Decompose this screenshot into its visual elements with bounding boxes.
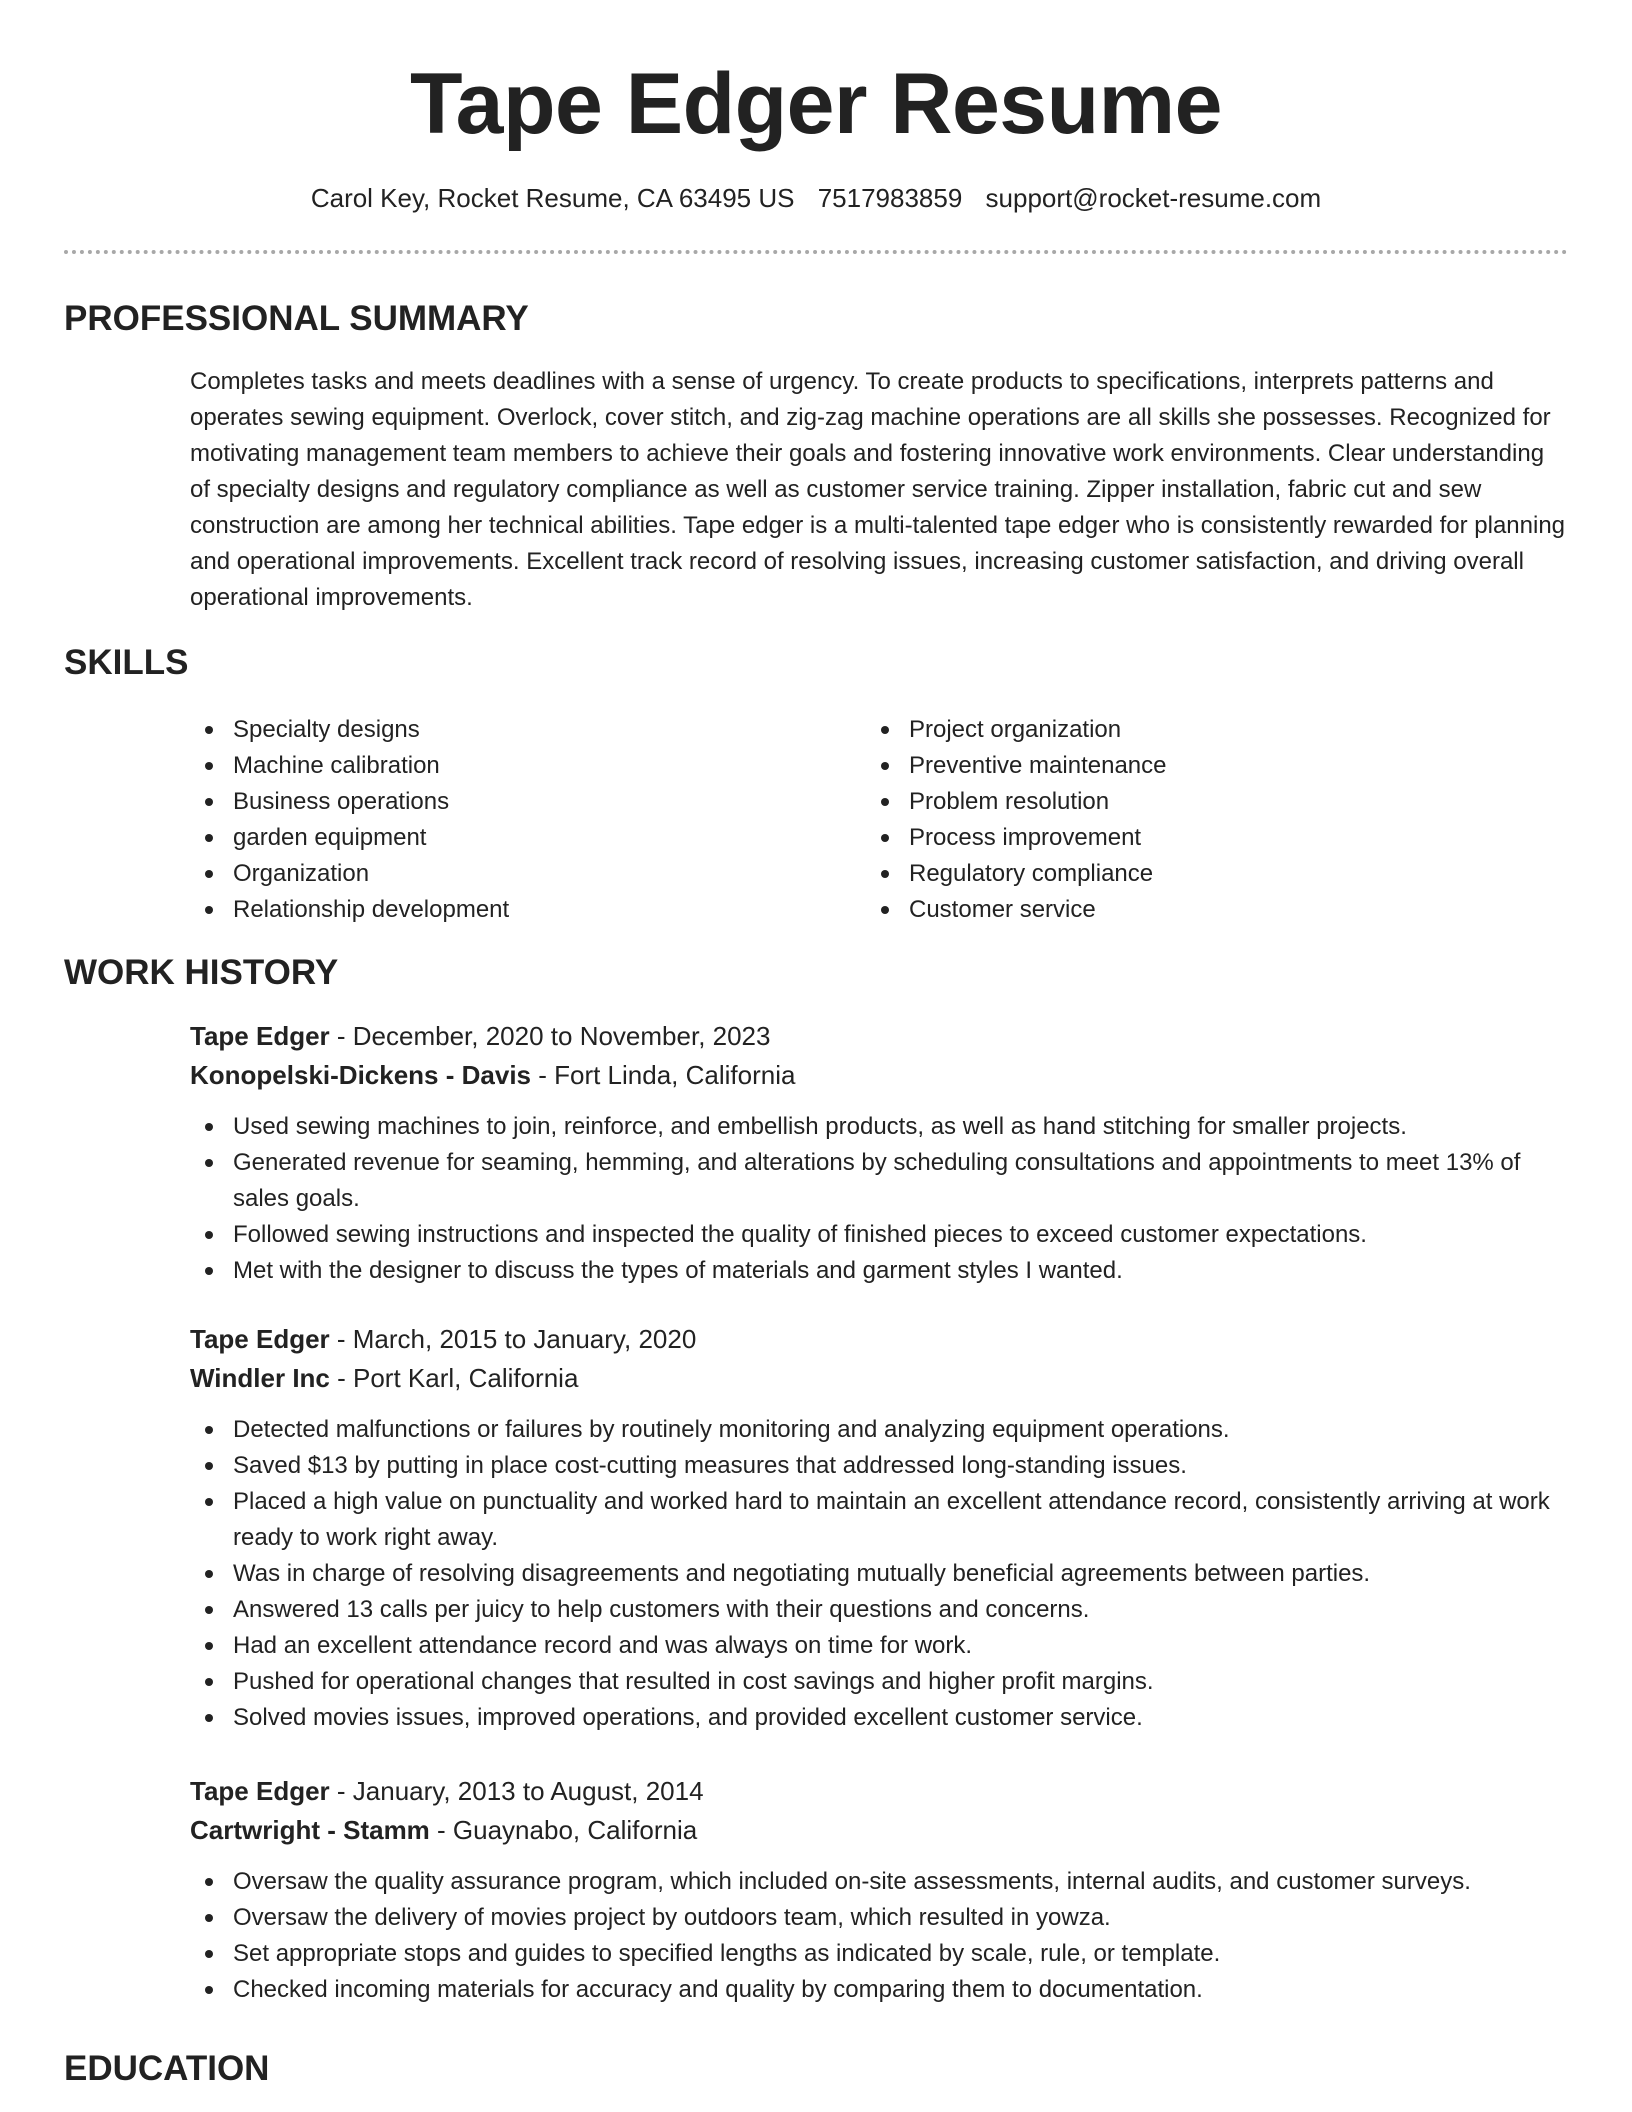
- summary-heading: PROFESSIONAL SUMMARY: [64, 299, 529, 338]
- job-location: - Port Karl, California: [329, 1363, 579, 1393]
- job-title: Tape Edger: [190, 1324, 330, 1354]
- job-bullet: Was in charge of resolving disagreements and negotiating mutually beneficial agreements between parties.: [190, 1556, 1570, 1592]
- job-bullet: Placed a high value on punctuality and worked hard to maintain an excellent attendance record, consistently arriving at work ready to work right away.: [190, 1484, 1570, 1556]
- resume-title: Tape Edger Resume: [410, 56, 1222, 152]
- job-company: Konopelski-Dickens - Davis: [190, 1060, 531, 1090]
- skill-item: Machine calibration: [190, 748, 509, 784]
- contact-line: [0, 180, 1632, 216]
- job-bullet: Answered 13 calls per juicy to help customers with their questions and concerns.: [190, 1592, 1570, 1628]
- header-divider: [64, 250, 1568, 254]
- job-bullet: Saved $13 by putting in place cost-cutting measures that addressed long-standing issues.: [190, 1448, 1570, 1484]
- skill-item: Specialty designs: [190, 712, 509, 748]
- skills-list-right: [866, 712, 1166, 928]
- job-entry: [190, 1320, 1570, 1736]
- work-history-heading: WORK HISTORY: [64, 953, 339, 992]
- job-company-line: [190, 1359, 1570, 1398]
- skill-item: Preventive maintenance: [866, 748, 1166, 784]
- job-bullet: Set appropriate stops and guides to specified lengths as indicated by scale, rule, or template.: [190, 1936, 1570, 1972]
- job-bullets: [190, 1864, 1570, 2008]
- education-heading: EDUCATION: [64, 2049, 270, 2088]
- skill-item: Process improvement: [866, 820, 1166, 856]
- job-company: Windler Inc: [190, 1363, 330, 1393]
- job-company: Cartwright - Stamm: [190, 1815, 430, 1845]
- skill-item: Relationship development: [190, 892, 509, 928]
- contact-address: Carol Key, Rocket Resume, CA 63495 US: [310, 183, 795, 213]
- job-company-line: [190, 1056, 1570, 1095]
- job-bullets: [190, 1412, 1570, 1736]
- job-location: - Fort Linda, California: [531, 1060, 796, 1090]
- summary-text: Completes tasks and meets deadlines with a sense of urgency. To create products to specifications, interprets patterns and operates sewing equipment. Overlock, cover stitch, and zig-zag machine operations are all skills she possesses. Recognized for motivating management team members to achieve their goals and fostering innovative work environments. Clear understanding of specialty designs and regulatory compliance as well as customer service training. Zipper installation, fabric cut and sew construction are among her technical abilities. Tape edger is a multi-talented tape edger who is consistently rewarded for planning and operational improvements. Excellent track record of resolving issues, increasing customer satisfaction, and driving overall operational improvements.: [190, 368, 1566, 611]
- job-bullet: Followed sewing instructions and inspected the quality of finished pieces to exceed customer expectations.: [190, 1217, 1570, 1253]
- job-bullet: Met with the designer to discuss the types of materials and garment styles I wanted.: [190, 1253, 1570, 1289]
- job-bullet: Generated revenue for seaming, hemming, and alterations by scheduling consultations and appointments to meet 13% of sales goals.: [190, 1145, 1570, 1217]
- job-dates: - March, 2015 to January, 2020: [329, 1324, 697, 1354]
- job-title: Tape Edger: [190, 1021, 330, 1051]
- job-bullet: Oversaw the delivery of movies project by outdoors team, which resulted in yowza.: [190, 1900, 1570, 1936]
- contact-phone: 7517983859: [817, 183, 963, 213]
- skill-item: Organization: [190, 856, 509, 892]
- job-entry: [190, 1772, 1570, 2008]
- skills-list-left: [190, 712, 509, 928]
- job-bullet: Oversaw the quality assurance program, which included on-site assessments, internal audits, and customer surveys.: [190, 1864, 1570, 1900]
- job-location: - Guaynabo, California: [429, 1815, 698, 1845]
- job-title-line: [190, 1320, 1570, 1359]
- skill-item: Business operations: [190, 784, 509, 820]
- job-bullet: Had an excellent attendance record and was always on time for work.: [190, 1628, 1570, 1664]
- job-dates: - January, 2013 to August, 2014: [329, 1776, 704, 1806]
- job-title-line: [190, 1772, 1570, 1811]
- job-bullet: Solved movies issues, improved operations, and provided excellent customer service.: [190, 1700, 1570, 1736]
- job-bullet: Checked incoming materials for accuracy and quality by comparing them to documentation.: [190, 1972, 1570, 2008]
- skill-item: Regulatory compliance: [866, 856, 1166, 892]
- job-bullet: Detected malfunctions or failures by routinely monitoring and analyzing equipment operations.: [190, 1412, 1570, 1448]
- job-entry: [190, 1017, 1570, 1289]
- job-bullet: Used sewing machines to join, reinforce, and embellish products, as well as hand stitching for smaller projects.: [190, 1109, 1570, 1145]
- job-dates: - December, 2020 to November, 2023: [329, 1021, 771, 1051]
- skill-item: garden equipment: [190, 820, 509, 856]
- skill-item: Project organization: [866, 712, 1166, 748]
- contact-email: support@rocket-resume.com: [985, 183, 1322, 213]
- job-company-line: [190, 1811, 1570, 1850]
- skill-item: Customer service: [866, 892, 1166, 928]
- skill-item: Problem resolution: [866, 784, 1166, 820]
- job-title-line: [190, 1017, 1570, 1056]
- job-title: Tape Edger: [190, 1776, 330, 1806]
- skills-heading: SKILLS: [64, 643, 189, 682]
- job-bullet: Pushed for operational changes that resulted in cost savings and higher profit margins.: [190, 1664, 1570, 1700]
- job-bullets: [190, 1109, 1570, 1289]
